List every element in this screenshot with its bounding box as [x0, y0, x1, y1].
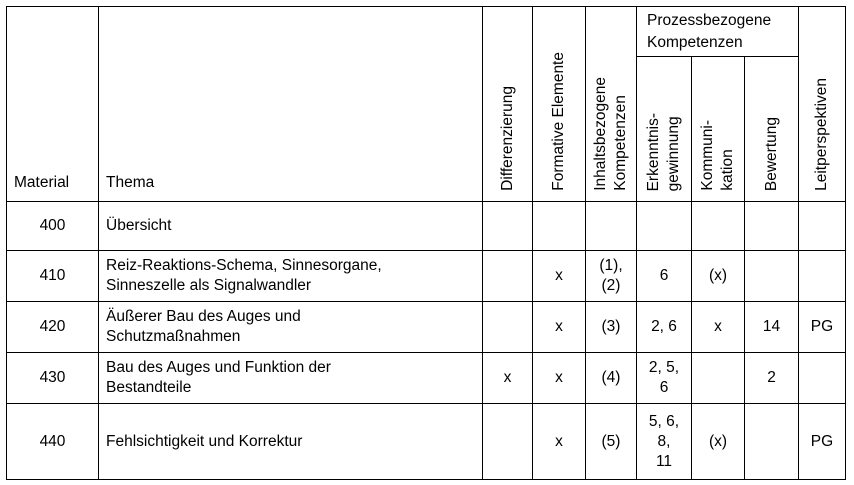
cell-leitperspektiven [799, 353, 846, 404]
cell-formative: x [533, 353, 586, 404]
cell-inhaltsbezogen [586, 202, 637, 251]
cell-material: 410 [7, 251, 99, 302]
cell-inhaltsbezogen: (5) [586, 404, 637, 480]
cell-thema: Bau des Auges und Funktion der Bestandteile [99, 353, 483, 404]
cell-leitperspektiven: PG [799, 404, 846, 480]
header-kommunikation: Kommuni- kation [692, 57, 745, 202]
cell-inhaltsbezogen: (3) [586, 302, 637, 353]
cell-inhaltsbezogen: (4) [586, 353, 637, 404]
cell-thema: Übersicht [99, 202, 483, 251]
cell-thema: Fehlsichtigkeit und Korrektur [99, 404, 483, 480]
cell-kommunikation [692, 353, 745, 404]
table-row [7, 302, 846, 353]
cell-differenzierung [483, 302, 533, 353]
curriculum-table [6, 6, 846, 480]
header-prozessbezogene-kompetenzen: Prozessbezogene Kompetenzen [637, 7, 799, 57]
cell-kommunikation [692, 202, 745, 251]
cell-thema: Äußerer Bau des Auges und Schutzmaßnahmen [99, 302, 483, 353]
cell-erkenntnis: 5, 6, 8, 11 [637, 404, 692, 480]
table-row [7, 404, 846, 480]
cell-formative [533, 202, 586, 251]
header-inhaltsbezogene-kompetenzen: Inhaltsbezogene Kompetenzen [586, 7, 637, 202]
header-thema: Thema [99, 7, 483, 202]
cell-bewertung [745, 202, 799, 251]
cell-formative: x [533, 404, 586, 480]
cell-leitperspektiven: PG [799, 302, 846, 353]
cell-material: 430 [7, 353, 99, 404]
table-row [7, 251, 846, 302]
cell-bewertung [745, 251, 799, 302]
cell-erkenntnis: 2, 6 [637, 302, 692, 353]
header-bewertung: Bewertung [745, 57, 799, 202]
header-row-top [7, 7, 846, 57]
cell-kommunikation: (x) [692, 404, 745, 480]
cell-formative: x [533, 251, 586, 302]
cell-inhaltsbezogen: (1), (2) [586, 251, 637, 302]
cell-leitperspektiven [799, 202, 846, 251]
header-leitperspektiven: Leitperspektiven [799, 7, 846, 202]
cell-erkenntnis: 6 [637, 251, 692, 302]
cell-material: 420 [7, 302, 99, 353]
cell-material: 440 [7, 404, 99, 480]
header-formative-elemente: Formative Elemente [533, 7, 586, 202]
table-row [7, 202, 846, 251]
cell-differenzierung [483, 202, 533, 251]
cell-leitperspektiven [799, 251, 846, 302]
cell-formative: x [533, 302, 586, 353]
cell-differenzierung [483, 404, 533, 480]
cell-differenzierung [483, 251, 533, 302]
header-differenzierung: Differenzierung [483, 7, 533, 202]
cell-bewertung: 2 [745, 353, 799, 404]
cell-kommunikation: x [692, 302, 745, 353]
cell-material: 400 [7, 202, 99, 251]
cell-erkenntnis [637, 202, 692, 251]
cell-bewertung [745, 404, 799, 480]
header-material: Material [7, 7, 99, 202]
cell-thema: Reiz-Reaktions-Schema, Sinnesorgane, Sinneszelle als Signalwandler [99, 251, 483, 302]
header-erkenntnisgewinnung: Erkenntnis- gewinnung [637, 57, 692, 202]
table-row [7, 353, 846, 404]
cell-kommunikation: (x) [692, 251, 745, 302]
cell-bewertung: 14 [745, 302, 799, 353]
cell-erkenntnis: 2, 5, 6 [637, 353, 692, 404]
cell-differenzierung: x [483, 353, 533, 404]
